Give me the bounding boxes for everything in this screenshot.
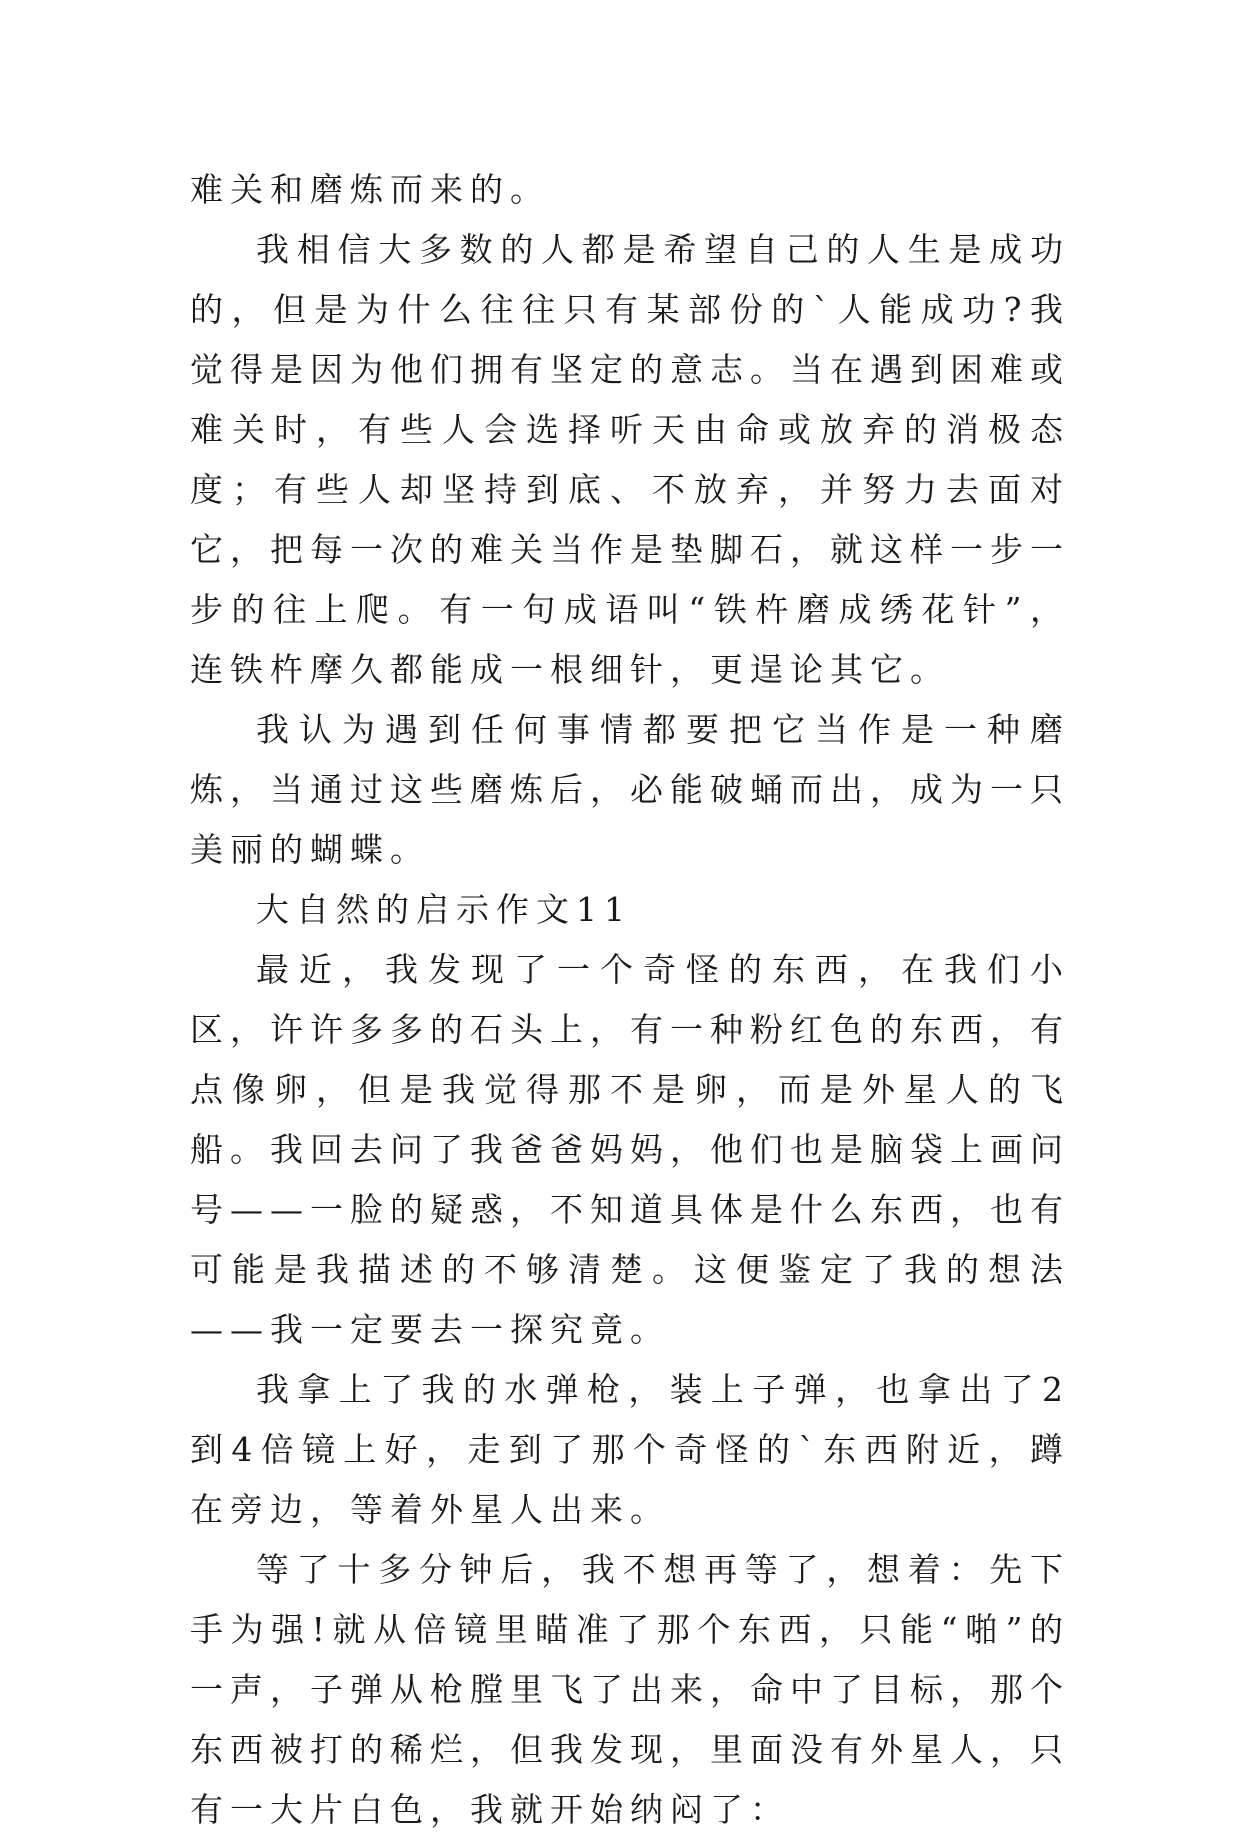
document-body [190,160,1070,1840]
paragraph-shot: 等了十多分钟后，我不想再等了，想着：先下手为强!就从倍镜里瞄准了那个东西，只能“啪”的一声，子弹从枪膛里飞了出来，命中了目标，那个东西被打的稀烂，但我发现，里面没有外星人，只有一大片白色，我就开始纳闷了： [190,1550,1070,1829]
essay-heading: 大自然的启示作文11 [256,890,632,929]
paragraph-continuation: 难关和磨炼而来的。 [190,170,550,209]
paragraph-water-gun: 我拿上了我的水弹枪，装上子弹，也拿出了2到4倍镜上好，走到了那个奇怪的`东西附近，蹲在旁边，等着外星人出来。 [190,1370,1070,1529]
paragraph-butterfly: 我认为遇到任何事情都要把它当作是一种磨炼，当通过这些磨炼后，必能破蛹而出，成为一只美丽的蝴蝶。 [190,710,1070,869]
paragraph-strange-thing: 最近，我发现了一个奇怪的东西，在我们小区，许许多多的石头上，有一种粉红色的东西，有点像卵，但是我觉得那不是卵，而是外星人的飞船。我回去问了我爸爸妈妈，他们也是脑袋上画问号——一脸的疑惑，不知道具体是什么东西，也有可能是我描述的不够清楚。这便鉴定了我的想法——我一定要去一探究竟。 [190,950,1070,1349]
paragraph-success-will: 我相信大多数的人都是希望自己的人生是成功的，但是为什么往往只有某部份的`人能成功?我觉得是因为他们拥有坚定的意志。当在遇到困难或难关时，有些人会选择听天由命或放弃的消极态度；有些人却坚持到底、不放弃，并努力去面对它，把每一次的难关当作是垫脚石，就这样一步一步的往上爬。有一句成语叫“铁杵磨成绣花针”，连铁杵摩久都能成一根细针，更逞论其它。 [190,230,1070,689]
